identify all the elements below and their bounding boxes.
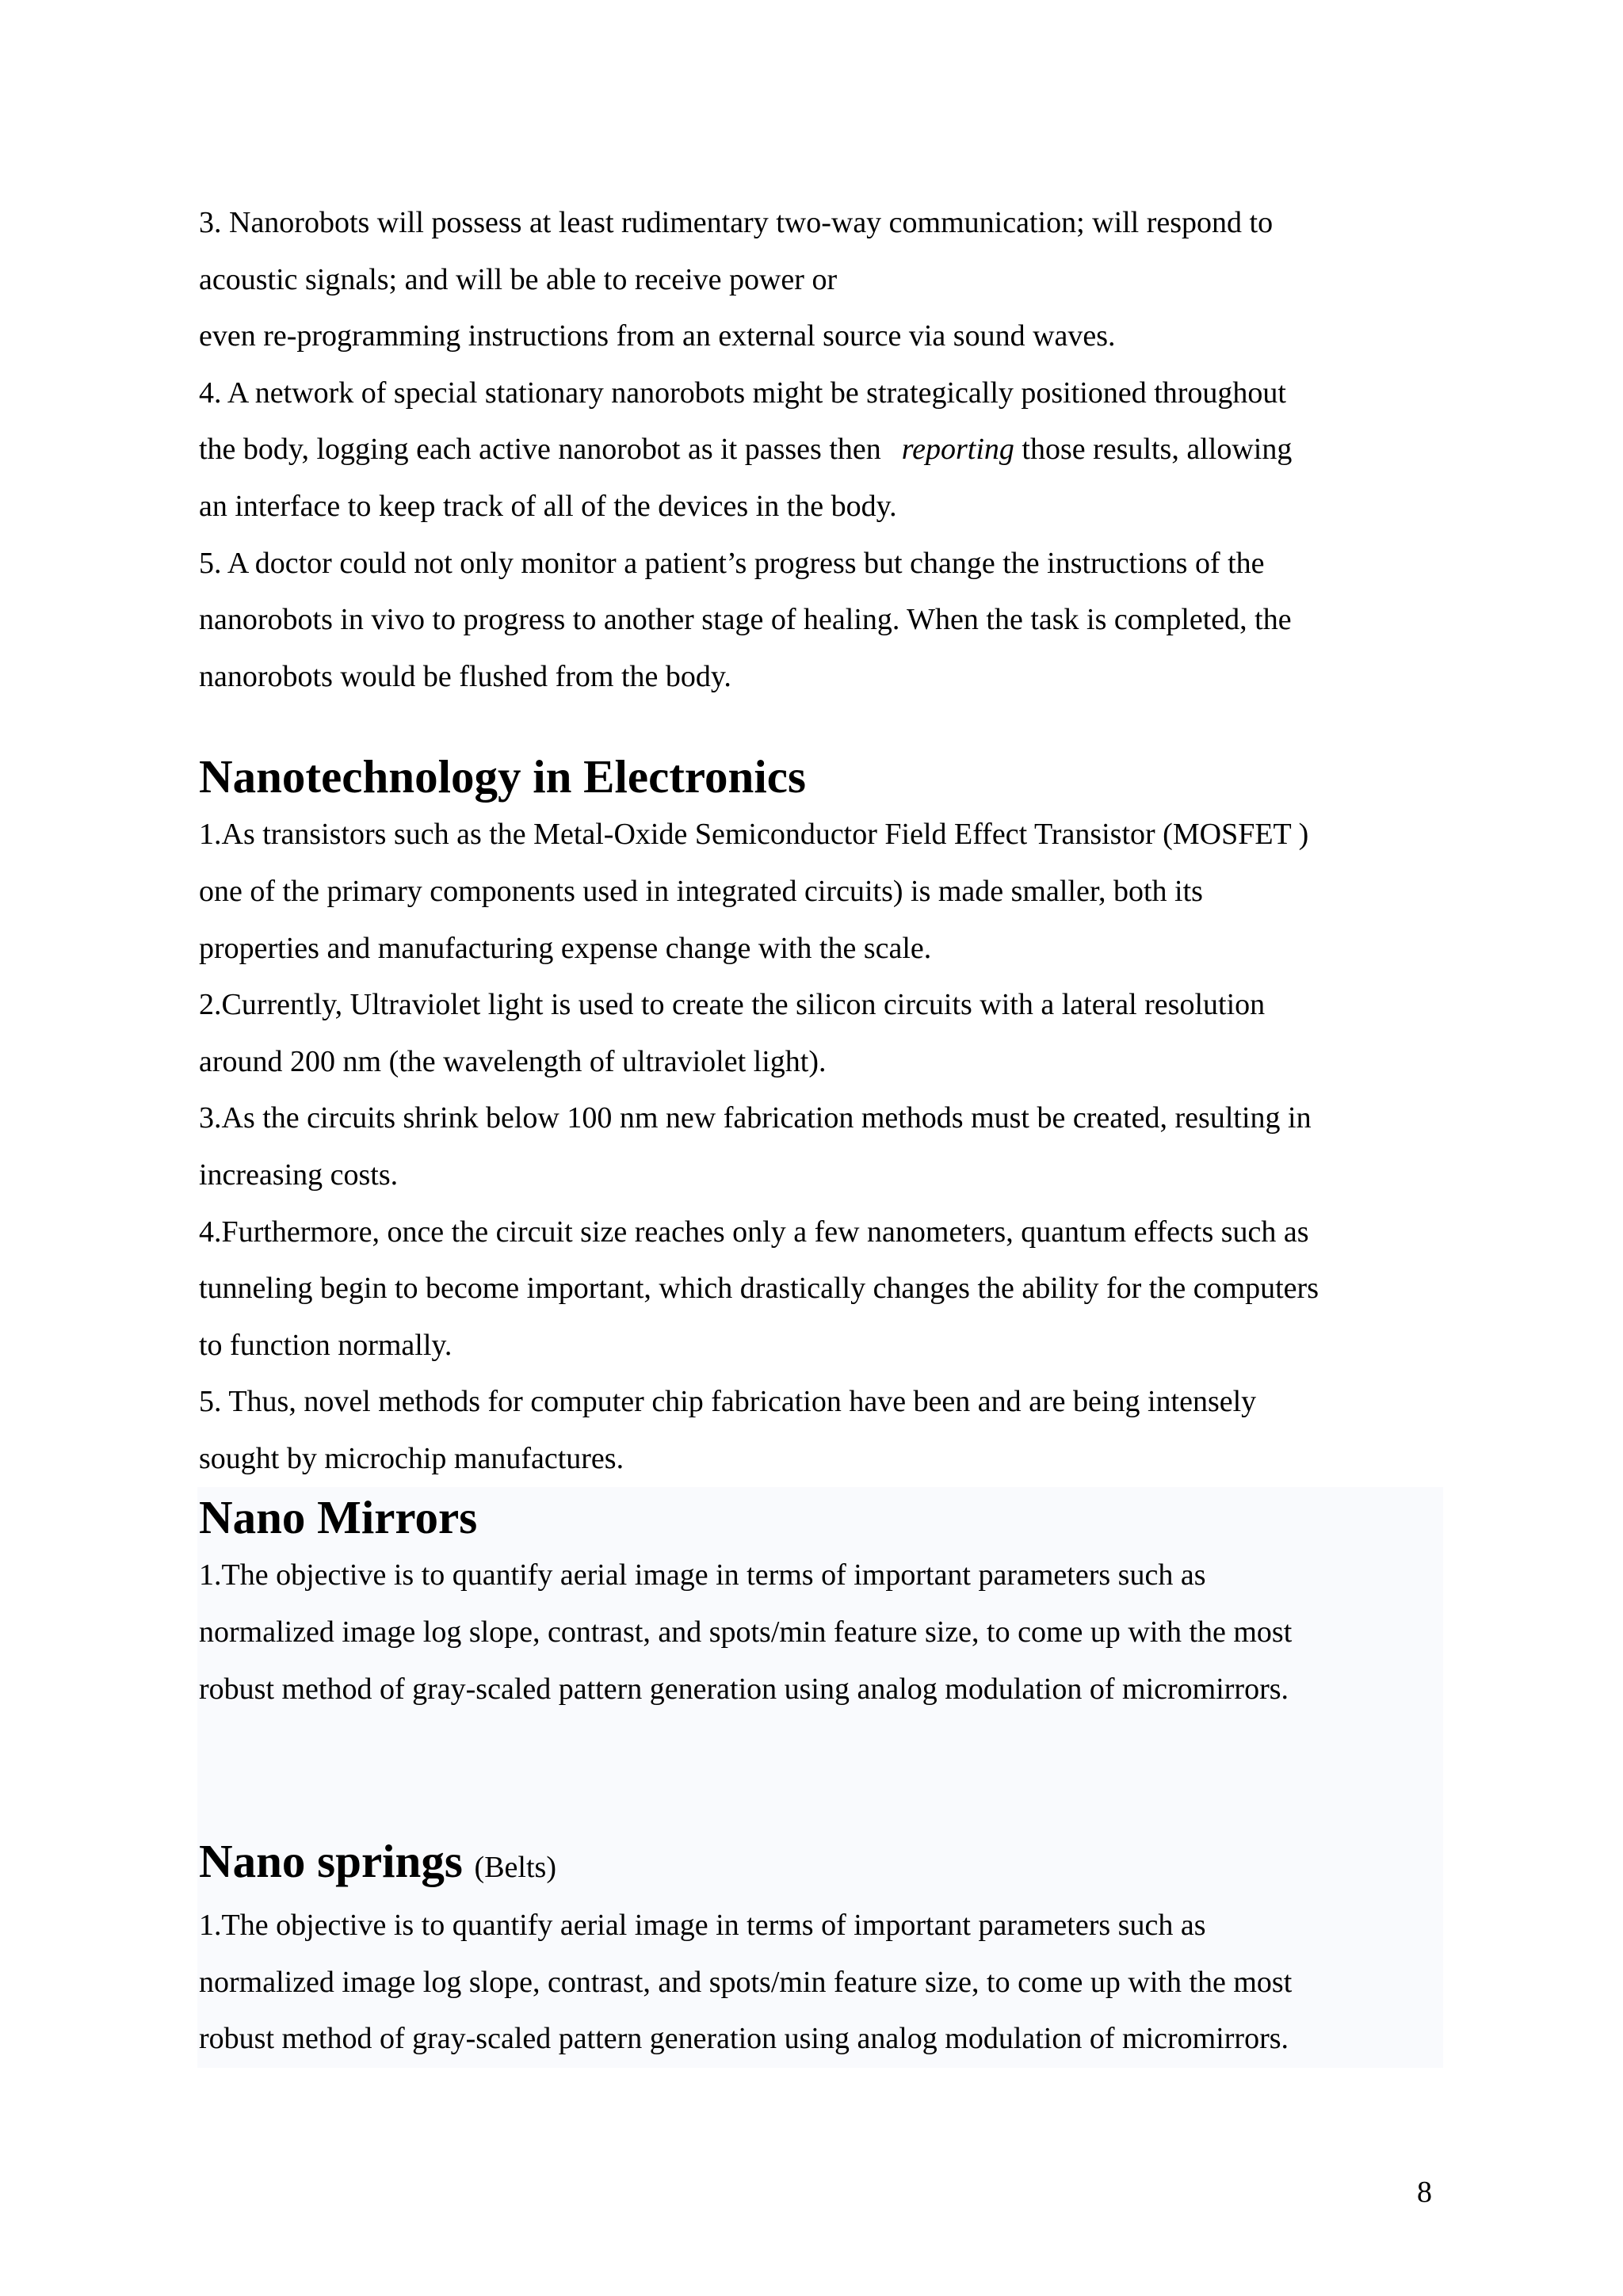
text-line: one of the primary components used in integrated circuits) is made smaller, both its: [199, 874, 1203, 908]
mirrors-list: [199, 1547, 1443, 1718]
heading-subtitle: (Belts): [474, 1851, 556, 1885]
text-line: properties and manufacturing expense change with the scale.: [199, 931, 932, 965]
page-content: [199, 195, 1443, 2068]
text-line: to function normally.: [199, 1328, 453, 1362]
section-heading-electronics: Nanotechnology in Electronics: [199, 750, 806, 803]
text-line: 5. A doctor could not only monitor a patient’s progress but change the instructions of the: [199, 546, 1265, 580]
text-fragment: those results, allowing: [1014, 433, 1293, 467]
text-line: 4. A network of special stationary nanorobots might be strategically positioned throughout: [199, 376, 1286, 410]
text-line-with-emphasis: [199, 421, 1443, 479]
text-line: 5. Thus, novel methods for computer chip fabrication have been and are being intensely: [199, 1385, 1257, 1419]
text-line: sought by microchip manufactures.: [199, 1441, 624, 1475]
text-line: robust method of gray-scaled pattern generation using analog modulation of micromirrors.: [199, 2022, 1289, 2056]
heading-main: Nano springs: [199, 1835, 463, 1888]
text-line: normalized image log slope, contrast, and spots/min feature size, to come up with the most: [199, 1615, 1293, 1650]
text-line: an interface to keep track of all of the devices in the body.: [199, 489, 897, 523]
nanorobot-list: [199, 195, 1443, 705]
text-line: increasing costs.: [199, 1158, 399, 1192]
section-spacer: [199, 1718, 1443, 1831]
text-line: 1.The objective is to quantify aerial image in terms of important parameters such as: [199, 1558, 1206, 1592]
text-line: acoustic signals; and will be able to receive power or: [199, 262, 838, 296]
section-spacer: [199, 705, 1443, 746]
text-line: normalized image log slope, contrast, and spots/min feature size, to come up with the most: [199, 1965, 1293, 1999]
text-line: robust method of gray-scaled pattern generation using analog modulation of micromirrors.: [199, 1672, 1289, 1706]
springs-list: [199, 1897, 1443, 2068]
text-line: around 200 nm (the wavelength of ultraviolet light).: [199, 1044, 827, 1078]
section-heading-mirrors: Nano Mirrors: [199, 1491, 478, 1544]
text-line: 2.Currently, Ultraviolet light is used to create the silicon circuits with a lateral resolution: [199, 988, 1266, 1022]
text-line: tunneling begin to become important, which drastically changes the ability for the computers: [199, 1272, 1319, 1306]
emphasized-word: reporting: [901, 433, 1014, 467]
page-number: 8: [1417, 2176, 1432, 2209]
text-line: 3.As the circuits shrink below 100 nm new fabrication methods must be created, resulting in: [199, 1101, 1312, 1135]
text-line: 1.The objective is to quantify aerial image in terms of important parameters such as: [199, 1909, 1206, 1943]
text-fragment: the body, logging each active nanorobot as it passes then: [199, 433, 881, 467]
text-line: 4.Furthermore, once the circuit size reaches only a few nanometers, quantum effects such as: [199, 1215, 1309, 1249]
text-line: nanorobots in vivo to progress to another stage of healing. When the task is completed, the: [199, 603, 1292, 637]
text-line: nanorobots would be flushed from the body.: [199, 659, 731, 693]
text-line: 3. Nanorobots will possess at least rudimentary two-way communication; will respond to: [199, 206, 1274, 239]
electronics-list: [199, 807, 1443, 1487]
text-line: even re-programming instructions from an external source via sound waves.: [199, 319, 1116, 353]
tinted-block: [197, 1487, 1443, 2068]
section-heading-springs: [199, 1831, 1443, 1897]
text-line: 1.As transistors such as the Metal-Oxide Semiconductor Field Effect Transistor (MOSFET ): [199, 818, 1309, 852]
